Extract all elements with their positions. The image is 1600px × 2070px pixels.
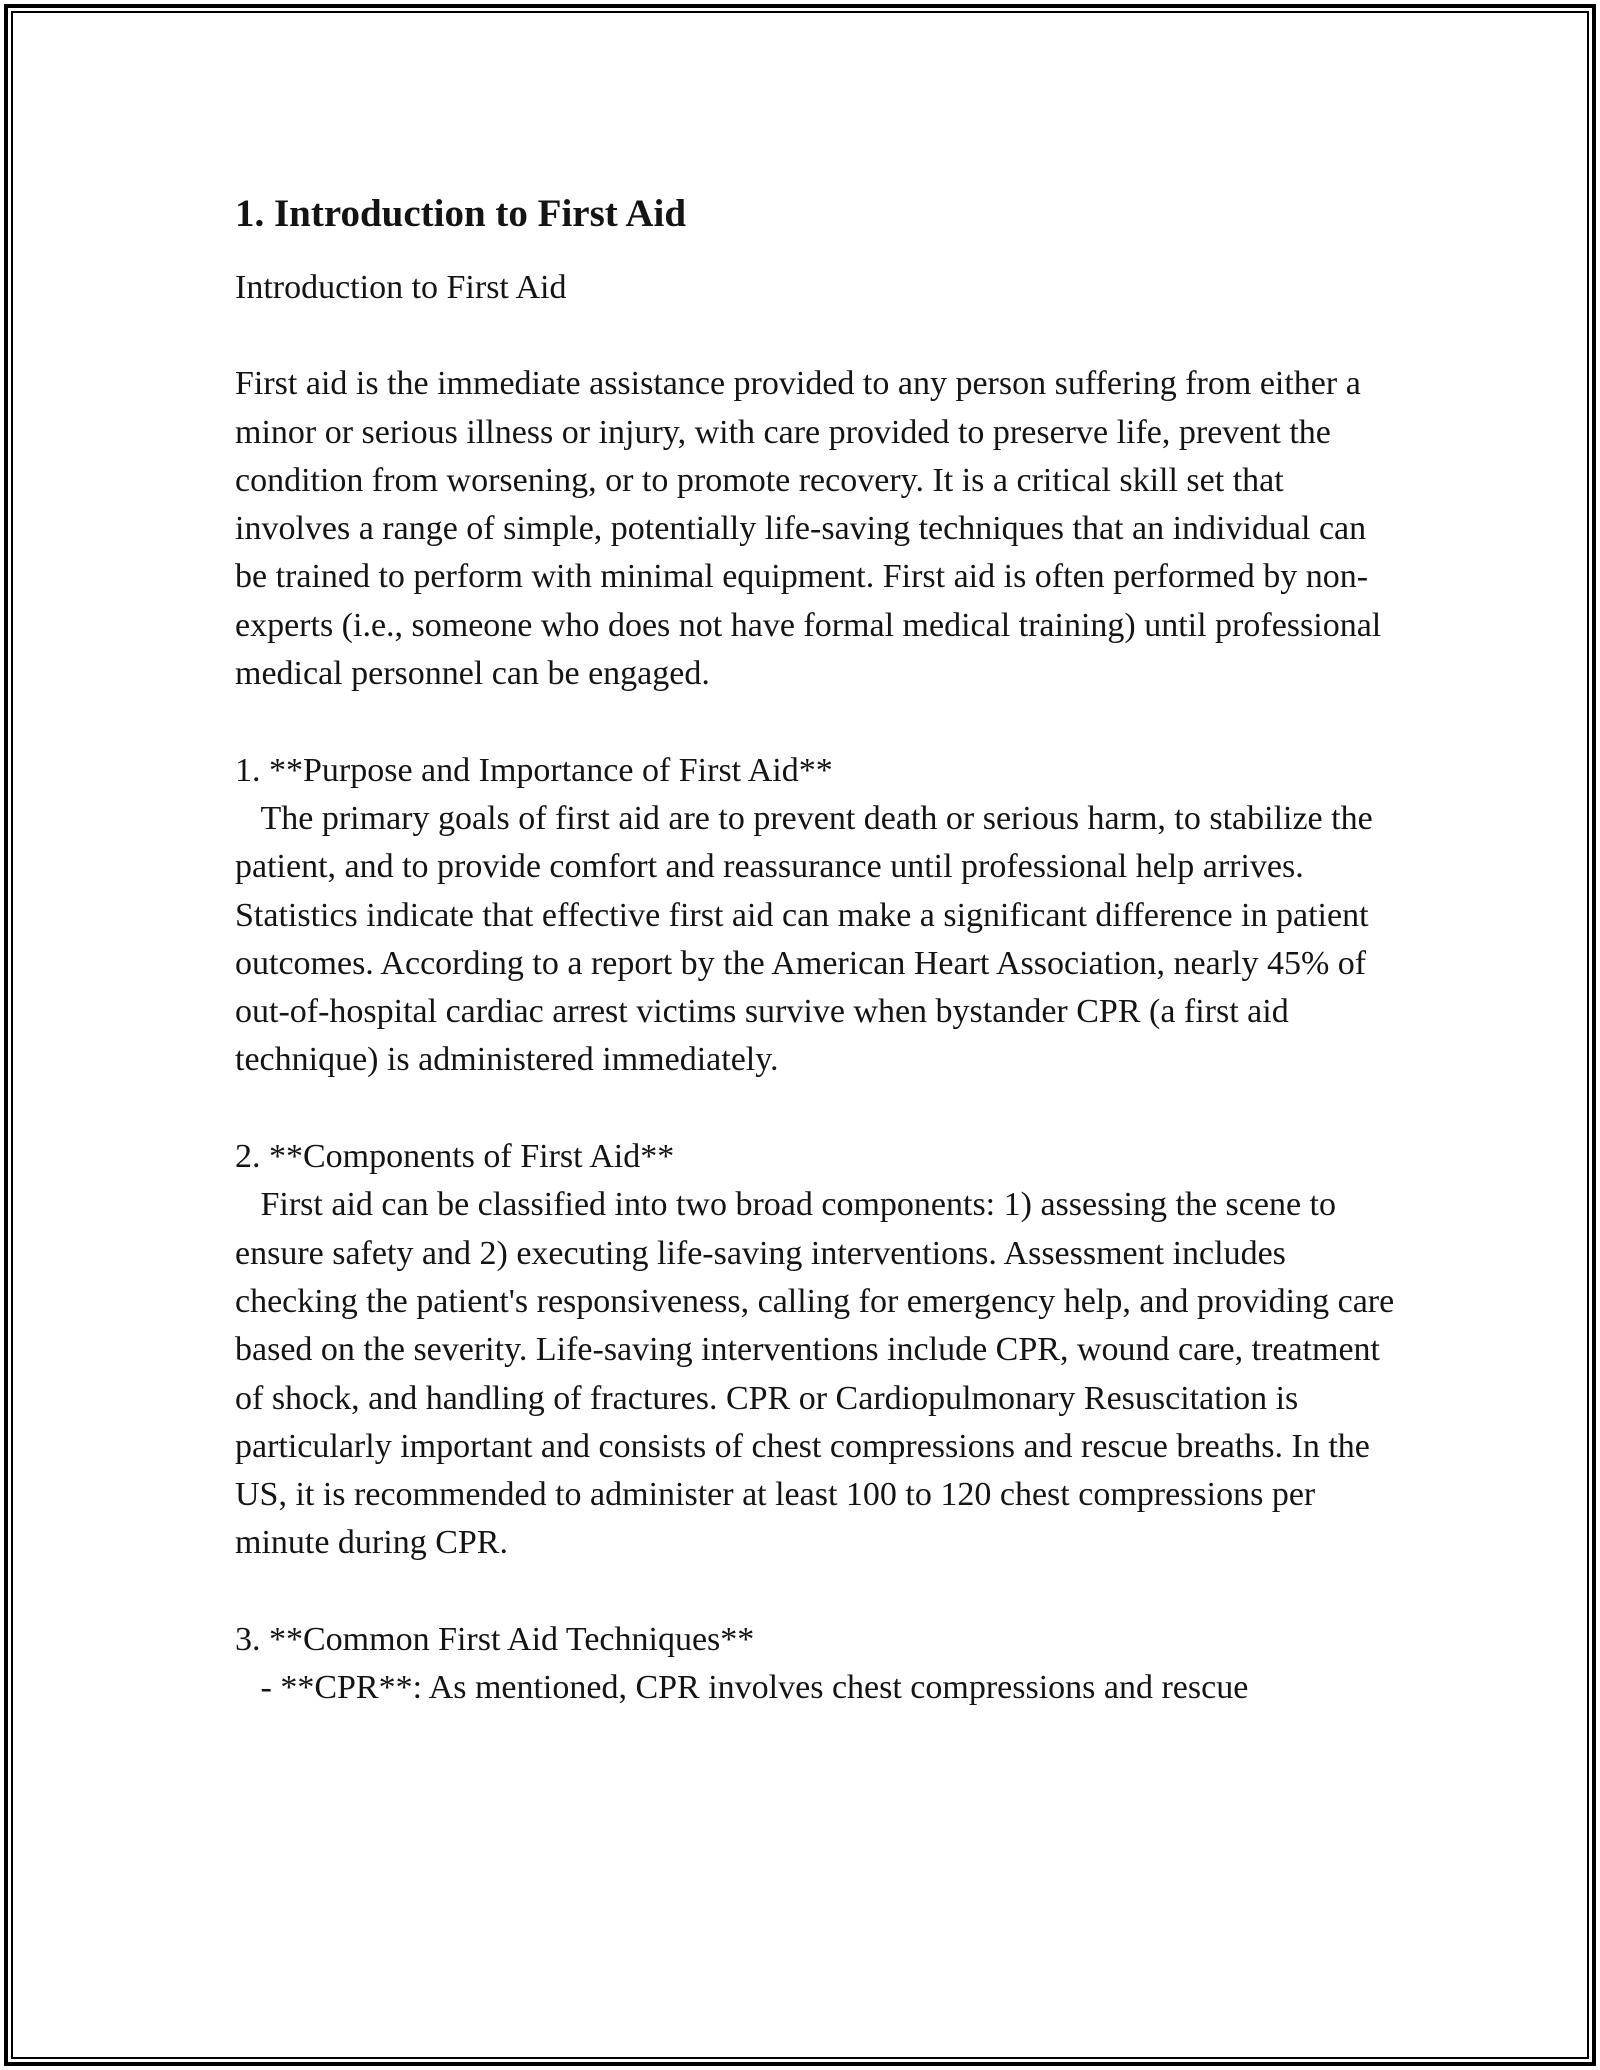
section-title-purpose: 1. **Purpose and Importance of First Aid** <box>235 751 833 789</box>
section-title-components: 2. **Components of First Aid** <box>235 1138 675 1176</box>
intro-paragraph: First aid is the immediate assistance provided to any person suffering from either a minor or serious illness or injury, with care provided to preserve life, prevent the condition from worsening, or to promote recovery. It is a critical skill set that involves a range of simple, potentially life-saving techniques that an individual can be trained to perform with minimal equipment. First aid is often performed by non-experts (i.e., someone who does not have formal medical training) until professional medical personnel can be engaged. <box>235 365 1390 693</box>
section-title-techniques: 3. **Common First Aid Techniques** <box>235 1621 755 1659</box>
section-body-techniques: - **CPR**: As mentioned, CPR involves chest compressions and rescue <box>235 1669 1249 1707</box>
document-page <box>235 186 1403 1713</box>
paragraph-gap <box>235 1085 1395 1133</box>
paragraph-gap <box>235 312 1395 360</box>
section-body-purpose: The primary goals of first aid are to prevent death or serious harm, to stabilize the patient, and to provide comfort and reassurance until professional help arrives. Statistics indicate that effective first aid can make a significant difference in patient outcomes. According to a report by the American Heart Association, nearly 45% of out-of-hospital cardiac arrest victims survive when bystander CPR (a first aid technique) is administered immediately. <box>235 799 1382 1079</box>
section-heading: 1. Introduction to First Aid <box>235 192 687 235</box>
document-subtitle: Introduction to First Aid <box>235 269 567 306</box>
section-body-components: First aid can be classified into two broad components: 1) assessing the scene to ensure safety and 2) executing life-saving interventions. Assessment includes checking the patient's responsiveness, calling for emergency help, and providing care based on the severity. Life-saving interventions include CPR, wound care, treatment of shock, and handling of fractures. CPR or Cardiopulmonary Resuscitation is particularly important and consists of chest compressions and rescue breaths. In the US, it is recommended to administer at least 100 to 120 chest compressions per minute during CPR. <box>235 1186 1403 1562</box>
paragraph-gap <box>235 698 1395 746</box>
paragraph-gap <box>235 1568 1395 1616</box>
